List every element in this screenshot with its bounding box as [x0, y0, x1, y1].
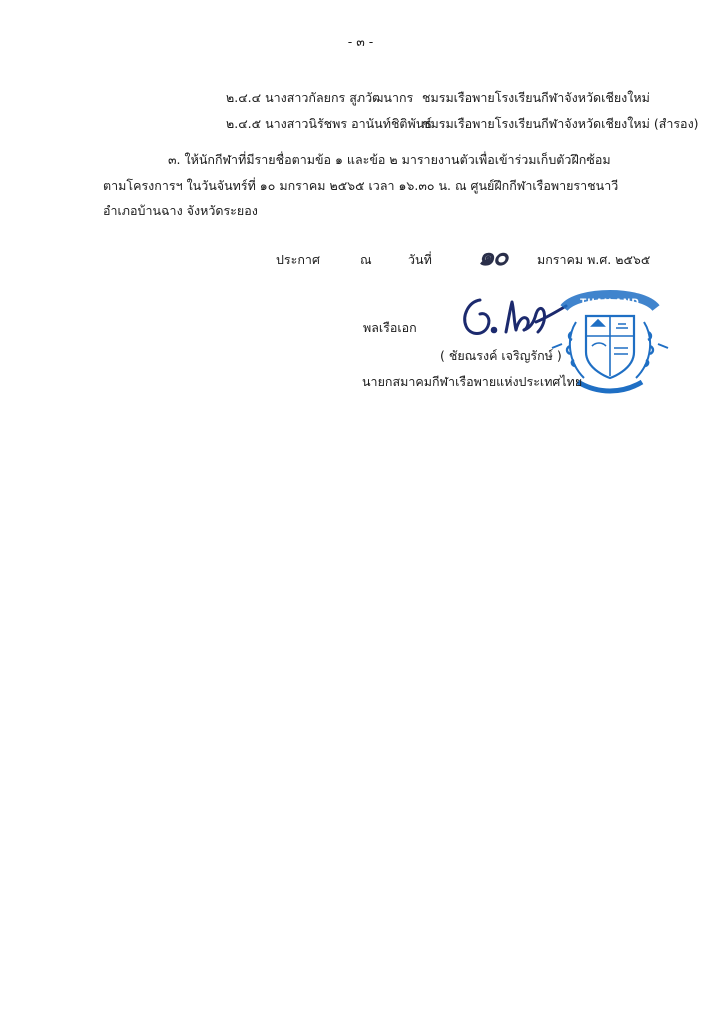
paragraph-line: ตามโครงการฯ ในวันจันทร์ที่ ๑๐ มกราคม ๒๕๖๕ เวลา ๑๖.๓๐ น. ณ ศูนย์ฝึกกีฬาเรือพายราชนาวี	[103, 178, 619, 193]
member-name: ๒.๔.๔ นางสาวกัลยกร สูภวัฒนากร	[226, 90, 414, 105]
signer-position: นายกสมาคมกีฬาเรือพายแห่งประเทศไทย	[362, 374, 583, 389]
announcement-month-year: มกราคม พ.ศ. ๒๕๖๕	[537, 252, 651, 267]
seal-lettering: THAILAND	[580, 298, 640, 308]
announcement-label: ประกาศ	[276, 252, 320, 267]
member-row	[226, 116, 699, 132]
announcement-date-label: วันที่	[408, 252, 432, 267]
announcement-at: ณ	[360, 252, 372, 267]
member-club: ชมรมเรือพายโรงเรียนกีฬาจังหวัดเชียงใหม่ (สำรอง)	[422, 116, 699, 131]
member-club: ชมรมเรือพายโรงเรียนกีฬาจังหวัดเชียงใหม่	[422, 90, 650, 105]
announcement-day-handwritten: ๑๐	[478, 242, 507, 272]
member-name: ๒.๔.๕ นางสาวนิรัชพร อานันท์ชิติพันธ์	[226, 116, 432, 131]
signer-rank: พลเรือเอก	[363, 320, 417, 335]
member-row	[226, 90, 650, 106]
paragraph-line: ๓. ให้นักกีฬาที่มีรายชื่อตามข้อ ๑ และข้อ ๒ มารายงานตัวเพื่อเข้าร่วมเก็บตัวฝึกซ้อม	[168, 152, 611, 167]
paragraph-line: อำเภอบ้านฉาง จังหวัดระยอง	[103, 203, 258, 218]
signer-name: ( ชัยณรงค์ เจริญรักษ์ )	[440, 348, 562, 363]
page-number: - ๓ -	[347, 34, 374, 49]
